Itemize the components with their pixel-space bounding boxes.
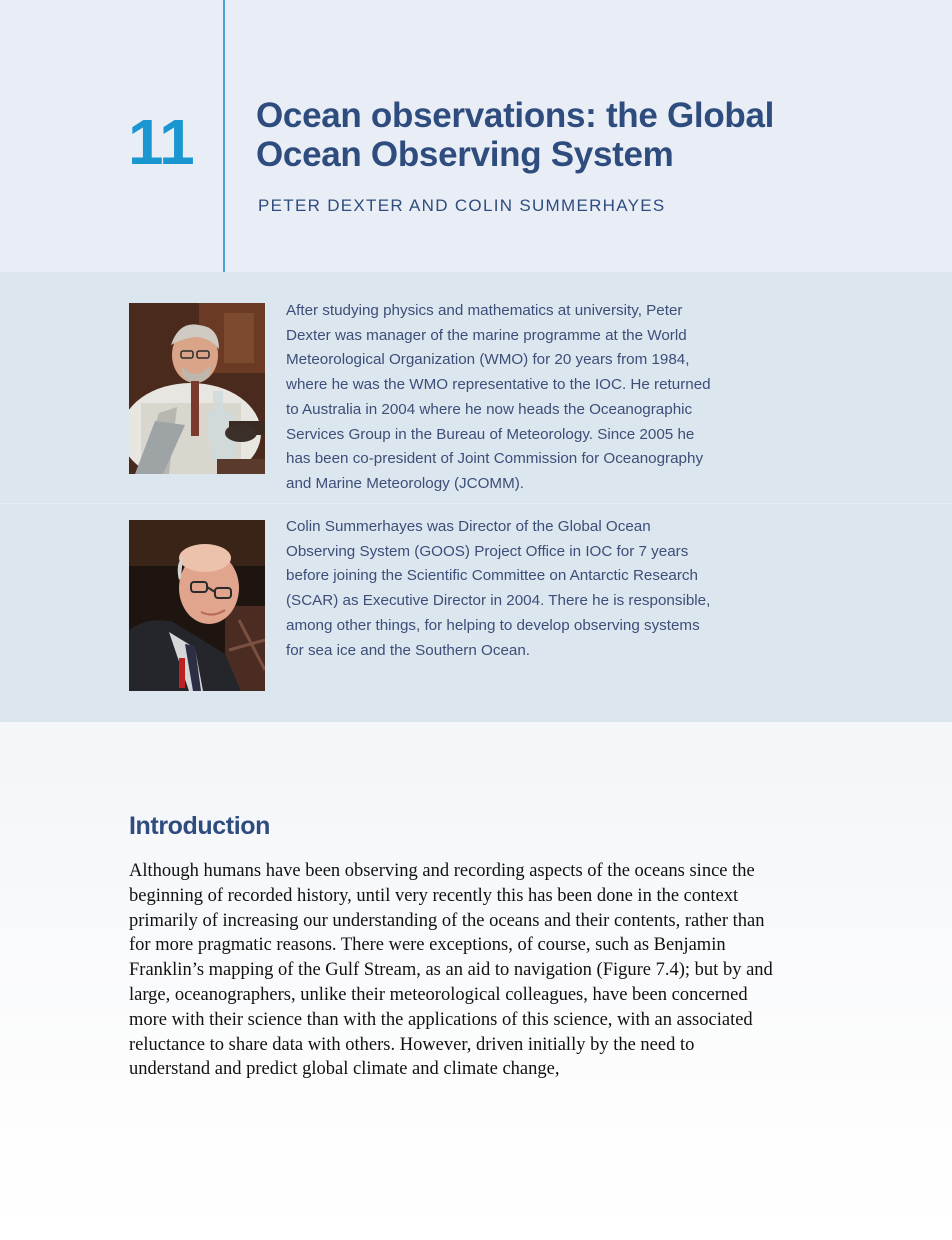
author-portrait-icon — [129, 520, 265, 691]
header-divider-line — [223, 0, 225, 272]
chapter-authors: PETER DEXTER AND COLIN SUMMERHAYES — [258, 196, 666, 215]
introduction-paragraph: Although humans have been observing and recording aspects of the oceans since the beginning of recorded history, until very recently this has been done in the context primarily of increasing our understanding of the oceans and their contents, rather than for more pragmatic reasons. There were exceptions, of course, such as Benjamin Franklin’s mapping of the Gulf Stream, as an aid to navigation (Figure 7.4); but by and large, oceanographers, unlike their meteorological colleagues, have been concerned more with their science than with the applications of this science, with an associated reluctance to share data with others. However, driven initially by the need to understand and predict global climate and climate change, — [129, 861, 773, 1080]
introduction-heading: Introduction — [129, 812, 271, 840]
author-portrait-icon — [129, 303, 265, 474]
peter-dexter-photo — [129, 303, 265, 474]
author-bios-panel — [0, 272, 952, 722]
colin-summerhayes-bio: Colin Summerhayes was Director of the Global Ocean Observing System (GOOS) Project Office in IOC for 7 years before joining the Scientific Committee on Antarctic Research (SCAR) as Executive Director in 2004. There he is responsible, among other things, for helping to develop observing systems for sea ice and the Southern Ocean. — [286, 518, 711, 659]
chapter-header — [0, 0, 952, 272]
colin-summerhayes-photo — [129, 520, 265, 691]
chapter-number: 11 — [128, 106, 194, 178]
chapter-title: Ocean observations: the Global Ocean Observing System — [256, 96, 775, 174]
peter-dexter-bio: After studying physics and mathematics at university, Peter Dexter was manager of the marine programme at the World Meteorological Organization (WMO) for 20 years from 1984, where he was the WMO representative to the IOC. He returned to Australia in 2004 where he now heads the Oceanographic Services Group in the Bureau of Meteorology. Since 2005 he has been co-president of Joint Commission for Oceanography and Marine Meteorology (JCOMM). — [286, 302, 711, 492]
bio-separator — [0, 503, 952, 504]
